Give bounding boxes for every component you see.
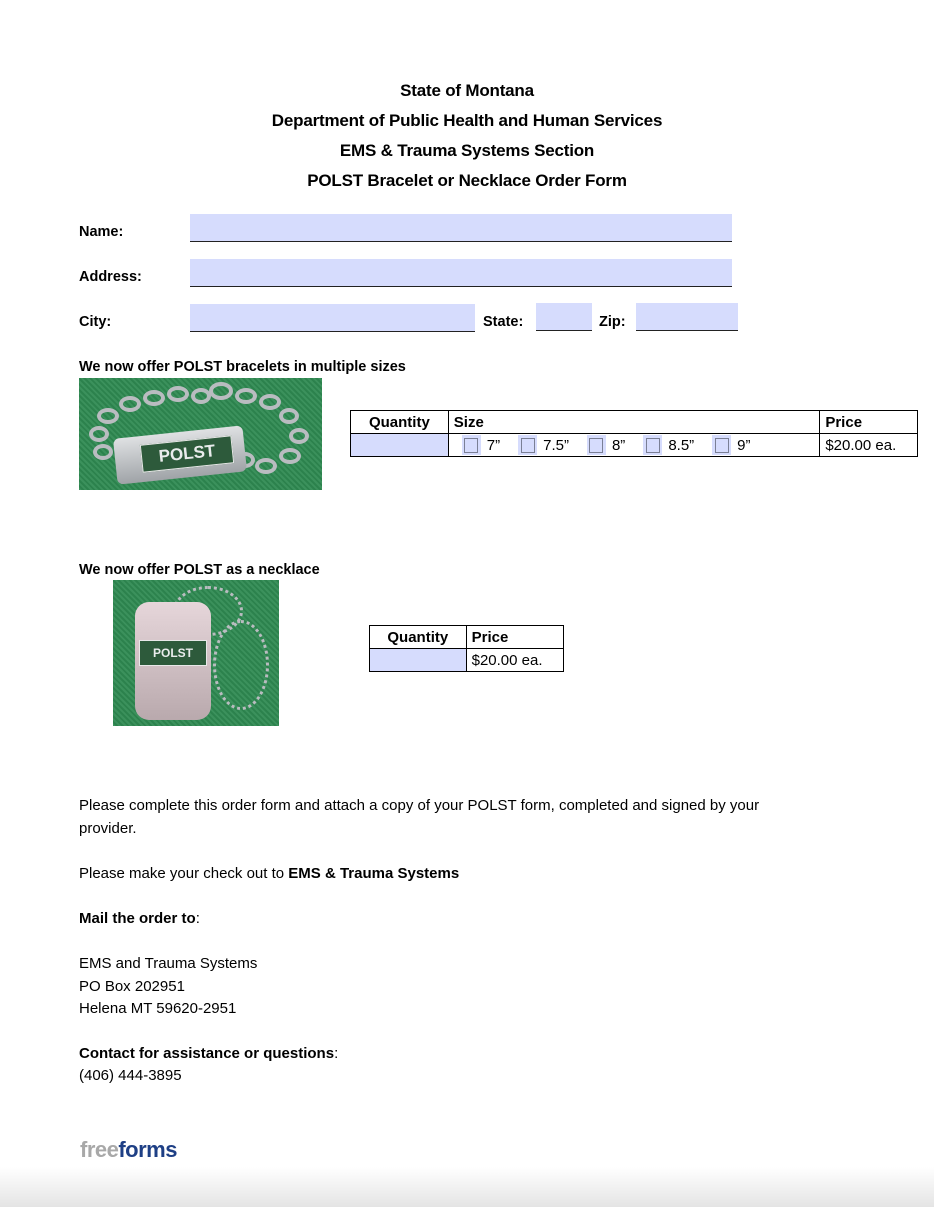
contact-label: Contact for assistance or questions	[79, 1045, 335, 1062]
necklace-polst-plate: POLST	[139, 640, 207, 666]
mail-colon: :	[195, 910, 200, 927]
size-8-5-label: 8.5”	[668, 436, 695, 454]
size-7-checkbox[interactable]	[462, 435, 481, 455]
size-7-5-label: 7.5”	[543, 436, 569, 454]
contact-heading	[79, 1042, 338, 1065]
bracelet-heading: We now offer POLST bracelets in multiple sizes	[79, 359, 406, 375]
zip-field[interactable]	[636, 303, 738, 331]
mail-address-line2: PO Box 202951	[79, 978, 185, 995]
bracelet-price-header: Price	[820, 411, 918, 434]
bracelet-photo	[79, 378, 322, 490]
size-option-7-5[interactable]	[518, 435, 569, 455]
necklace-order-table	[369, 625, 564, 672]
bracelet-polst-plate: POLST	[140, 435, 234, 472]
size-option-9[interactable]	[712, 435, 750, 455]
address-label: Address:	[79, 269, 142, 285]
size-option-8[interactable]	[587, 435, 625, 455]
necklace-price-header: Price	[466, 626, 563, 649]
bracelet-size-options	[448, 434, 820, 457]
check-instructions	[79, 862, 459, 885]
size-8-5-checkbox[interactable]	[643, 435, 662, 455]
bracelet-quantity-input[interactable]	[351, 434, 448, 456]
necklace-price-value: $20.00 ea.	[466, 649, 563, 672]
page-bottom-shadow	[0, 1167, 934, 1207]
size-option-8-5[interactable]	[643, 435, 694, 455]
size-9-label: 9”	[737, 436, 751, 454]
necklace-quantity-header: Quantity	[370, 626, 467, 649]
zip-label: Zip:	[599, 314, 626, 330]
size-8-checkbox[interactable]	[587, 435, 606, 455]
necklace-heading: We now offer POLST as a necklace	[79, 562, 320, 578]
necklace-quantity-cell	[370, 649, 467, 672]
address-field[interactable]	[190, 259, 732, 287]
state-field[interactable]	[536, 303, 592, 331]
city-field[interactable]	[190, 304, 475, 332]
mail-heading	[79, 907, 200, 930]
bracelet-quantity-header: Quantity	[351, 411, 449, 434]
mail-address-line1: EMS and Trauma Systems	[79, 955, 258, 972]
necklace-quantity-input[interactable]	[370, 649, 466, 671]
size-8-label: 8”	[611, 436, 626, 454]
check-prefix: Please make your check out to	[79, 865, 289, 882]
size-7-5-checkbox[interactable]	[518, 435, 537, 455]
instructions-complete-line2: provider.	[79, 820, 137, 837]
bracelet-size-header: Size	[448, 411, 820, 434]
logo-forms: forms	[118, 1137, 177, 1162]
check-payee: EMS & Trauma Systems	[288, 865, 460, 882]
necklace-photo	[113, 580, 279, 726]
size-option-7[interactable]	[462, 435, 500, 455]
freeforms-logo	[80, 1137, 177, 1163]
bracelet-quantity-cell	[351, 434, 449, 457]
header-department: Department of Public Health and Human Services	[271, 111, 663, 130]
size-7-label: 7”	[486, 436, 501, 454]
contact-colon: :	[334, 1045, 339, 1062]
mail-label: Mail the order to	[79, 910, 196, 927]
instructions-complete-line1: Please complete this order form and attach a copy of your POLST form, completed and signed by your	[79, 797, 760, 814]
name-field[interactable]	[190, 214, 732, 242]
header-section: EMS & Trauma Systems Section	[339, 141, 595, 160]
mail-address-line3: Helena MT 59620-2951	[79, 1000, 237, 1017]
logo-free: free	[80, 1137, 119, 1162]
bracelet-price-value: $20.00 ea.	[820, 434, 918, 457]
state-label: State:	[483, 314, 524, 330]
bracelet-order-table	[350, 410, 918, 457]
size-9-checkbox[interactable]	[712, 435, 731, 455]
city-label: City:	[79, 314, 112, 330]
header-state: State of Montana	[400, 81, 534, 100]
name-label: Name:	[79, 224, 124, 240]
contact-phone: (406) 444-3895	[79, 1067, 182, 1084]
header-form-title: POLST Bracelet or Necklace Order Form	[307, 171, 627, 190]
